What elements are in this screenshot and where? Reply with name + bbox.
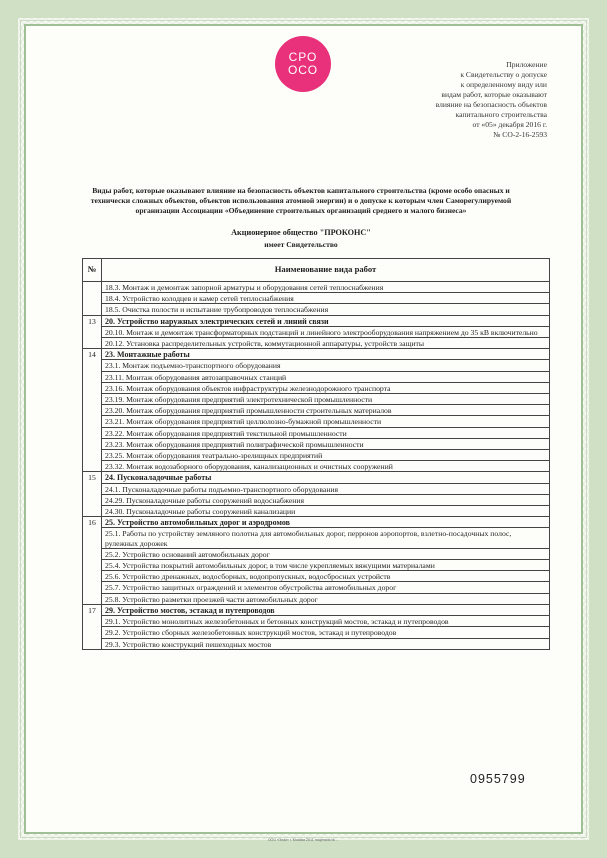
- printer-footer: ООО «Знак» г. Москва 2011 лицензия № ...: [267, 838, 340, 842]
- row-content: [102, 349, 550, 472]
- table-row: [83, 604, 550, 649]
- works-table-body: [83, 282, 550, 650]
- work-item: 23.23. Монтаж оборудования предприятий полиграфической промышленности: [102, 438, 549, 449]
- work-item: 18.3. Монтаж и демонтаж запорной арматуры и оборудования сетей теплоснабжения: [105, 283, 384, 292]
- table-row: [83, 315, 550, 349]
- section-title: 20. Устройство наружных электрических сетей и линий связи: [105, 316, 329, 326]
- work-item: 25.4. Устройства покрытий автомобильных дорог, в том числе укрепляемых вяжущими материалами: [102, 559, 549, 570]
- annex-line: от «05» декабря 2016 г.: [472, 120, 547, 129]
- row-number: 17: [83, 604, 102, 649]
- logo-line-1: СРО: [288, 50, 318, 64]
- table-row: [83, 349, 550, 472]
- section-title: 23. Монтажные работы: [105, 350, 190, 360]
- header-work-name: Наименование вида работ: [102, 259, 550, 282]
- work-item: 23.1. Монтаж подъемно-транспортного оборудования: [102, 359, 549, 370]
- row-number: [83, 282, 102, 316]
- table-header-row: [83, 259, 550, 282]
- work-item: 29.2. Устройство сборных железобетонных конструкций мостов, эстакад и путепроводов: [102, 626, 549, 637]
- section-title: 25. Устройство автомобильных дорог и аэродромов: [105, 518, 290, 528]
- work-item: 25.1. Работы по устройству земляного полотна для автомобильных дорог, перронов аэропортов, взлетно-посадочных полос, рулежных дорожек: [102, 527, 549, 547]
- table-row: [83, 282, 550, 316]
- row-number: 15: [83, 472, 102, 517]
- serial-number: 0955799: [470, 772, 526, 786]
- document-heading: Виды работ, которые оказывают влияние на безопасность объектов капитального строительства (кроме особо опасных и технически сложных объектов, объектов использования атомной энергии) и о допуске к которым член Саморегулируемой организации Ассоциации «Объединение строительных организаций среднего и малого бизнеса»: [90, 186, 512, 216]
- work-item: 20.12. Установка распределительных устройств, коммутационной аппаратуры, устройств защиты: [102, 337, 549, 348]
- annex-line: влияние на безопасность объектов: [435, 100, 547, 109]
- work-item: 24.30. Пусконаладочные работы сооружений канализации: [102, 505, 549, 516]
- annex-line: № СО-2-16-2593: [493, 130, 547, 139]
- organization-name: Акционерное общество "ПРОКОНС": [231, 228, 371, 237]
- row-content: [102, 604, 550, 649]
- work-item: 23.16. Монтаж оборудования объектов инфраструктуры железнодорожного транспорта: [102, 382, 549, 393]
- work-item: 18.4. Устройство колодцев и камер сетей теплоснабжения: [102, 292, 549, 303]
- work-item: 20.10. Монтаж и демонтаж трансформаторных подстанций и линейного электрооборудования напряжением до 35 кВ включительно: [102, 326, 549, 337]
- row-number: 16: [83, 517, 102, 605]
- work-item: 29.3. Устройство конструкций пешеходных мостов: [102, 638, 549, 649]
- table-row: [83, 517, 550, 605]
- work-item: 25.2. Устройство оснований автомобильных дорог: [102, 548, 549, 559]
- row-content: [102, 282, 550, 316]
- section-title: 24. Пусконаладочные работы: [105, 473, 212, 483]
- work-item: 23.21. Монтаж оборудования предприятий целлюлозно-бумажной промышленности: [102, 415, 549, 426]
- work-item: 25.6. Устройство дренажных, водосборных, водопропускных, водосбросных устройств: [102, 570, 549, 581]
- sro-logo: [275, 36, 331, 92]
- annex-line: Приложение: [506, 60, 547, 69]
- row-number: 13: [83, 315, 102, 349]
- section-title: 29. Устройство мостов, эстакад и путепроводов: [105, 605, 275, 615]
- work-item: 23.11. Монтаж оборудования автозаправочных станций: [102, 371, 549, 382]
- work-item: 23.25. Монтаж оборудования театрально-зрелищных предприятий: [102, 449, 549, 460]
- work-item: 23.22. Монтаж оборудования предприятий текстильной промышленности: [102, 427, 549, 438]
- work-item: 23.19. Монтаж оборудования предприятий электротехнической промышленности: [102, 393, 549, 404]
- header-number: №: [83, 259, 102, 282]
- work-item: 29.1. Устройство монолитных железобетонных и бетонных конструкций мостов, эстакад и путепроводов: [102, 615, 549, 626]
- row-content: [102, 472, 550, 517]
- annex-line: к Свидетельству о допуске: [460, 70, 547, 79]
- work-item: 23.20. Монтаж оборудования предприятий промышленности строительных материалов: [102, 404, 549, 415]
- row-content: [102, 315, 550, 349]
- row-content: [102, 517, 550, 605]
- annex-line: видам работ, которые оказывают: [441, 90, 547, 99]
- work-item: 18.5. Очистка полости и испытание трубопроводов теплоснабжения: [102, 303, 549, 314]
- work-item: 25.8. Устройство разметки проезжей части автомобильных дорог: [102, 593, 549, 604]
- work-item: 24.1. Пусконаладочные работы подъемно-транспортного оборудования: [102, 483, 549, 494]
- work-item: 23.32. Монтаж водозаборного оборудования, канализационных и очистных сооружений: [102, 460, 549, 471]
- work-item: 25.7. Устройство защитных ограждений и элементов обустройства автомобильных дорог: [102, 581, 549, 592]
- row-number: 14: [83, 349, 102, 472]
- logo-line-2: ОСО: [287, 63, 319, 77]
- annex-note: [377, 60, 547, 140]
- table-row: [83, 472, 550, 517]
- has-certificate-text: имеет Свидетельство: [264, 240, 338, 249]
- annex-line: к определенному виду или: [460, 80, 547, 89]
- work-item: 24.29. Пусконаладочные работы сооружений водоснабжения: [102, 494, 549, 505]
- works-table: [82, 258, 550, 650]
- annex-line: капитального строительства: [455, 110, 547, 119]
